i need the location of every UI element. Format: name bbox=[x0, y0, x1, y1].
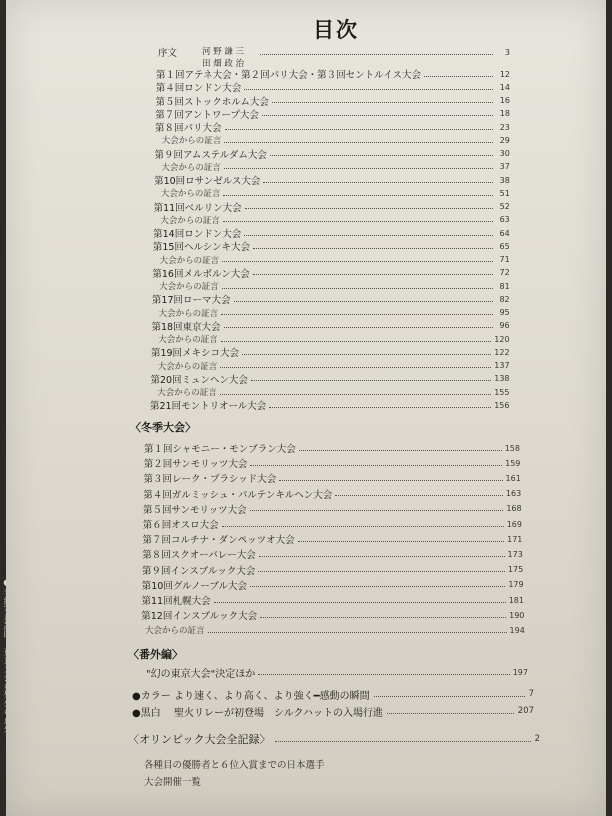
toc-row[interactable] bbox=[156, 67, 510, 81]
toc-row[interactable] bbox=[143, 487, 521, 501]
toc-page-number: 65 bbox=[499, 241, 510, 251]
toc-page-number: 16 bbox=[499, 96, 510, 105]
leader-dots bbox=[258, 674, 510, 675]
toc-page-number: 207 bbox=[517, 706, 534, 716]
leader-dots bbox=[220, 394, 491, 395]
toc-page-number: 120 bbox=[494, 334, 510, 344]
leader-dots bbox=[299, 450, 502, 451]
leader-dots bbox=[224, 142, 493, 143]
toc-page-number: 175 bbox=[507, 565, 524, 575]
leader-dots bbox=[263, 182, 492, 183]
leader-dots bbox=[244, 235, 493, 236]
toc-page-number: 30 bbox=[499, 149, 510, 158]
toc-label: 第７回アントワープ大会 bbox=[155, 109, 259, 121]
toc-label: 第20回ミュンヘン大会 bbox=[150, 374, 248, 386]
toc-page-number: 156 bbox=[494, 400, 510, 410]
toc-row[interactable] bbox=[144, 456, 521, 470]
leader-dots bbox=[224, 168, 493, 169]
photo-text: 聖火リレーが初登場 シルクハットの入場行進 bbox=[174, 707, 383, 719]
testimony-label: 大会からの証言 bbox=[158, 335, 218, 345]
toc-row[interactable] bbox=[142, 578, 524, 592]
toc-row[interactable] bbox=[151, 345, 510, 359]
toc-row[interactable] bbox=[150, 372, 509, 386]
toc-row[interactable] bbox=[158, 359, 510, 373]
toc-page-number: 37 bbox=[499, 162, 510, 172]
toc-row[interactable] bbox=[159, 279, 510, 293]
leader-dots bbox=[223, 195, 492, 196]
toc-page-number: 29 bbox=[499, 135, 510, 145]
photo-text: より速く、より高く、より強く━感動の瞬間 bbox=[174, 690, 370, 702]
toc-page-number: 7 bbox=[528, 689, 534, 699]
toc-page-number: 23 bbox=[499, 122, 510, 132]
toc-row[interactable] bbox=[156, 94, 510, 108]
toc-page-number: 179 bbox=[508, 580, 524, 590]
toc-label: 第４回ロンドン大会 bbox=[155, 83, 242, 95]
testimony-label: 大会からの証言 bbox=[161, 136, 222, 147]
toc-row[interactable] bbox=[142, 563, 523, 577]
toc-row[interactable] bbox=[143, 502, 522, 516]
toc-page-number: 122 bbox=[494, 347, 510, 357]
toc-label: 第17回ローマ大会 bbox=[151, 295, 231, 307]
toc-page-number: 159 bbox=[505, 458, 521, 468]
toc-label: 第11回ベルリン大会 bbox=[153, 202, 242, 214]
toc-row[interactable] bbox=[144, 471, 521, 485]
leader-dots bbox=[259, 556, 505, 557]
toc-page-number: 155 bbox=[494, 387, 510, 397]
photo-key: ●カラー bbox=[132, 690, 171, 702]
leader-dots bbox=[279, 480, 502, 481]
toc-row[interactable] bbox=[160, 253, 510, 267]
records-heading: 〈オリンピック大会全記録〉 bbox=[128, 733, 271, 746]
toc-page-number: 82 bbox=[499, 294, 510, 304]
toc-row[interactable] bbox=[153, 239, 510, 253]
toc-page-number: 138 bbox=[494, 374, 510, 384]
toc-row[interactable] bbox=[144, 441, 520, 455]
leader-dots bbox=[272, 102, 493, 103]
toc-page-number: 72 bbox=[499, 268, 510, 278]
toc-row[interactable] bbox=[145, 623, 525, 637]
photo-row-mono[interactable] bbox=[132, 703, 534, 719]
toc-label: 第18回東京大会 bbox=[151, 321, 221, 333]
toc-row[interactable] bbox=[152, 266, 509, 280]
toc-row[interactable] bbox=[155, 107, 510, 121]
toc-label: 第21回モントリオール大会 bbox=[150, 401, 267, 413]
page-title: 目次 bbox=[313, 18, 359, 42]
toc-row[interactable] bbox=[152, 292, 510, 306]
leader-dots bbox=[220, 367, 491, 368]
leader-dots bbox=[223, 221, 493, 222]
leader-dots bbox=[335, 495, 503, 496]
toc-label: 第２回サンモリッツ大会 bbox=[143, 459, 248, 471]
toc-page-number: 3 bbox=[504, 47, 510, 57]
toc-row[interactable] bbox=[150, 398, 510, 412]
leader-dots bbox=[269, 407, 491, 408]
leader-dots bbox=[221, 341, 492, 342]
toc-label: 序文 bbox=[158, 48, 178, 59]
leader-dots bbox=[225, 129, 493, 130]
leader-dots bbox=[253, 248, 493, 249]
toc-label: 第５回ストックホルム大会 bbox=[155, 96, 269, 108]
toc-page-number: 52 bbox=[499, 202, 510, 211]
leader-dots bbox=[262, 115, 493, 116]
toc-page-number: 2 bbox=[534, 734, 540, 744]
toc-label: 第10回ロサンゼルス大会 bbox=[154, 176, 261, 187]
toc-label: 第12回インスブルック大会 bbox=[141, 611, 258, 623]
testimony-label: 大会からの証言 bbox=[160, 189, 221, 200]
toc-row[interactable] bbox=[143, 532, 523, 546]
records-line-2: 大会開催一覧 bbox=[144, 777, 202, 788]
leader-dots bbox=[244, 89, 493, 90]
toc-label: 第11回札幌大会 bbox=[141, 596, 211, 607]
photo-row-color[interactable] bbox=[132, 686, 534, 702]
toc-page-number: 194 bbox=[509, 625, 525, 635]
records-line-1: 各種目の優勝者と６位入賞までの日本選手 bbox=[144, 760, 325, 771]
toc-label: 第１回アテネ大会・第２回パリ大会・第３回セントルイス大会 bbox=[156, 70, 422, 81]
toc-row[interactable] bbox=[141, 608, 524, 622]
toc-row[interactable] bbox=[142, 547, 523, 561]
leader-dots bbox=[221, 314, 492, 315]
toc-label: 第３回レーク・プラシッド大会 bbox=[143, 474, 277, 486]
leader-dots bbox=[424, 76, 493, 77]
toc-page-number: 158 bbox=[504, 443, 520, 453]
toc-row[interactable] bbox=[143, 517, 522, 531]
toc-label: 第７回コルチナ・ダンペッツオ大会 bbox=[142, 535, 295, 547]
toc-page-number: 95 bbox=[499, 308, 510, 317]
leader-dots bbox=[214, 602, 506, 603]
toc-row[interactable] bbox=[158, 332, 509, 346]
testimony-label: 大会からの証言 bbox=[158, 308, 219, 319]
leader-dots bbox=[224, 327, 493, 328]
toc-page-number: 12 bbox=[499, 69, 510, 79]
leader-dots bbox=[222, 288, 493, 289]
toc-label: 第９回インスブルック大会 bbox=[142, 565, 256, 577]
testimony-label: 大会からの証言 bbox=[157, 361, 218, 372]
leader-dots bbox=[258, 571, 505, 572]
toc-row[interactable] bbox=[160, 213, 509, 227]
testimony-label: 大会からの証言 bbox=[159, 282, 219, 292]
leader-dots bbox=[250, 586, 505, 587]
toc-label: 第19回メキシコ大会 bbox=[150, 348, 239, 360]
leader-dots bbox=[253, 274, 493, 275]
testimony-label: 大会からの証言 bbox=[145, 626, 205, 637]
testimony-label: 大会からの証言 bbox=[159, 255, 220, 266]
toc-label: 第９回アムステルダム大会 bbox=[154, 149, 267, 161]
toc-page-number: 63 bbox=[499, 215, 510, 225]
toc-label: 第８回スクオーバレー大会 bbox=[142, 550, 256, 562]
leader-dots bbox=[250, 510, 504, 511]
photo-key: ●黒白 bbox=[132, 707, 161, 719]
testimony-label: 大会からの証言 bbox=[161, 162, 221, 173]
leader-dots bbox=[234, 301, 493, 302]
testimony-label: 大会からの証言 bbox=[157, 388, 217, 398]
toc-label: 第５回サンモリッツ大会 bbox=[143, 504, 247, 516]
toc-row[interactable] bbox=[142, 593, 525, 607]
toc-row[interactable] bbox=[154, 200, 510, 214]
author-name: 田 畑 政 治 bbox=[202, 59, 245, 69]
toc-row[interactable] bbox=[162, 133, 510, 147]
toc-label: 第16回メルボルン大会 bbox=[152, 268, 250, 280]
toc-page-number: 38 bbox=[499, 175, 510, 185]
leader-dots bbox=[270, 155, 493, 156]
leader-dots bbox=[251, 380, 491, 381]
leader-dots bbox=[260, 54, 493, 55]
toc-label: 第14回ロンドン大会 bbox=[153, 229, 242, 240]
toc-page-number: 168 bbox=[506, 504, 522, 514]
toc-page-number: 163 bbox=[505, 489, 522, 499]
testimony-label: 大会からの証言 bbox=[160, 215, 220, 226]
toc-page-number: 71 bbox=[499, 255, 510, 264]
toc-page-number: 18 bbox=[499, 109, 510, 119]
author-name: 河 野 謙 三 bbox=[202, 47, 245, 57]
toc-label: 第10回グルノーブル大会 bbox=[141, 580, 248, 592]
toc-page-number: 181 bbox=[508, 595, 524, 605]
leader-dots bbox=[242, 354, 491, 355]
toc-row[interactable] bbox=[153, 226, 510, 240]
toc-page-number: 190 bbox=[509, 610, 525, 620]
toc-page-number: 197 bbox=[512, 667, 528, 677]
toc-label: 第４回ガルミッシュ・パルテンキルヘン大会 bbox=[143, 489, 333, 501]
leader-dots bbox=[222, 261, 493, 262]
leader-dots bbox=[245, 208, 493, 209]
toc-row[interactable] bbox=[151, 319, 509, 333]
toc-label: 第１回シャモニー・モンブラン大会 bbox=[144, 444, 296, 455]
toc-page-number: 173 bbox=[507, 549, 523, 559]
leader-dots bbox=[275, 741, 531, 742]
winter-heading: 〈冬季大会〉 bbox=[130, 421, 196, 434]
toc-row[interactable] bbox=[154, 173, 510, 187]
leader-dots bbox=[387, 713, 514, 714]
toc-row[interactable] bbox=[155, 147, 510, 161]
toc-label: 第15回ヘルシンキ大会 bbox=[152, 242, 250, 254]
leader-dots bbox=[260, 617, 506, 618]
toc-label: 第６回オスロ大会 bbox=[142, 520, 219, 531]
leader-dots bbox=[298, 541, 505, 542]
toc-page-number: 51 bbox=[499, 188, 510, 198]
toc-page-number: 81 bbox=[499, 281, 510, 291]
toc-page-number: 169 bbox=[506, 519, 522, 529]
toc-page-number: 64 bbox=[499, 228, 510, 238]
toc-row[interactable] bbox=[155, 120, 510, 134]
toc-page-number: 96 bbox=[499, 321, 510, 331]
toc-label: 第８回パリ大会 bbox=[155, 123, 222, 134]
toc-label: "幻の東京大会"決定ほか bbox=[146, 668, 256, 680]
toc-row-preface[interactable] bbox=[158, 45, 510, 69]
toc-page-number: 14 bbox=[499, 82, 510, 92]
leader-dots bbox=[208, 632, 507, 633]
leader-dots bbox=[374, 696, 525, 697]
toc-page-number: 161 bbox=[505, 473, 521, 483]
toc-row-extra[interactable] bbox=[146, 665, 528, 679]
toc-page-number: 137 bbox=[494, 361, 510, 370]
leader-dots bbox=[250, 465, 502, 466]
toc-row[interactable] bbox=[161, 160, 510, 174]
records-row[interactable] bbox=[128, 731, 540, 747]
toc-row[interactable] bbox=[156, 80, 510, 94]
toc-row[interactable] bbox=[159, 306, 510, 320]
toc-page-number: 171 bbox=[507, 534, 523, 544]
toc-row[interactable] bbox=[157, 385, 509, 399]
extra-heading: 〈番外編〉 bbox=[128, 648, 183, 661]
toc-page bbox=[6, 0, 606, 816]
toc-row[interactable] bbox=[161, 186, 510, 200]
leader-dots bbox=[222, 526, 504, 527]
